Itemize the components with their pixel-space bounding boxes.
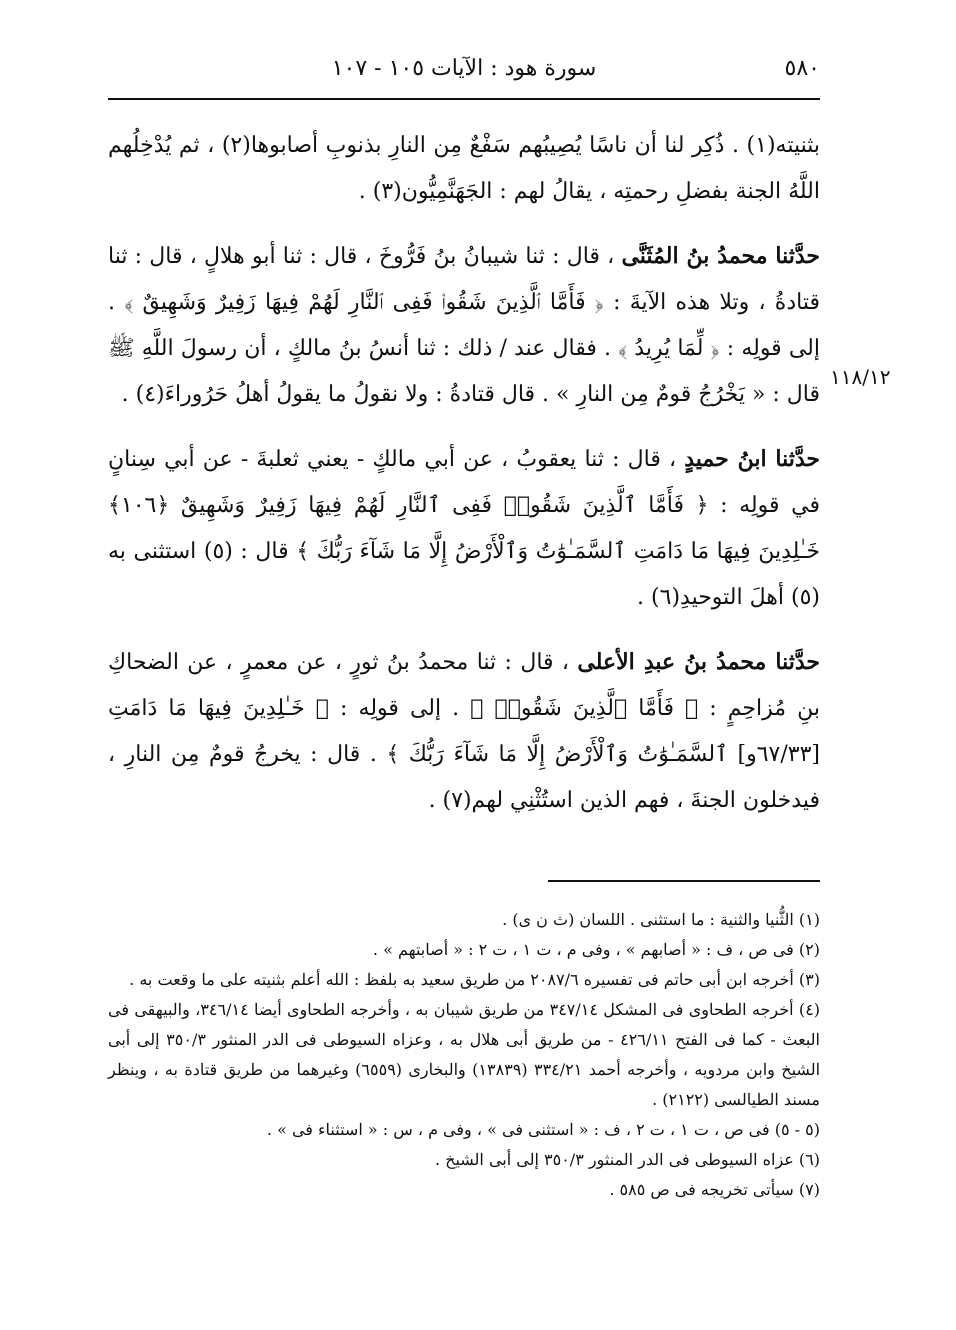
page-header — [108, 50, 820, 90]
footnote: (٣) أخرجه ابن أبى حاتم فى تفسيره ٢٠٨٧/٦ من طريق سعيد به بلفظ : الله أعلم بثنيته على ما وقعت به . — [129, 970, 820, 989]
running-title: سورة هود : الآيات ١٠٥ - ١٠٧ — [331, 56, 597, 81]
main-text — [108, 122, 820, 842]
paragraph — [108, 436, 820, 621]
header-rule — [108, 98, 820, 100]
paragraph — [108, 639, 820, 824]
paragraph-lead: حدَّثنا ابنُ حميدٍ — [684, 446, 820, 472]
footnote: (٦) عزاه السيوطى فى الدر المنثور ٣٥٠/٣ إلى أبى الشيخ . — [434, 1150, 820, 1169]
paragraph-text: ، قال : ثنا محمدُ بنُ ثورٍ ، عن معمرٍ ، عن الضحاكِ بنِ مُزاحِمٍ : ﴿ فَأَمَّا ٱلَّذِينَ شَقُوا۟ ﴾ . إلى قولِه : ﴿ خَـٰلِدِينَ فِيهَا مَا دَامَتِ [٦٧/٣٣و] ٱلسَّمَـٰوَٰتُ وَٱلْأَرْضُ إِلَّا مَا شَآءَ رَبُّكَ ﴾ . قال : يخرجُ قومٌ مِن النارِ ، فيدخلون الجنةَ ، فهم الذين استُثْنِي لهم(٧) . — [108, 650, 821, 813]
margin-reference: ١١٨/١٢ — [830, 365, 891, 389]
paragraph-text: بثنيته(١) . ذُكِر لنا أن ناسًا يُصِيبُهم سَفْعٌ مِن النارِ بذنوبِ أصابوها(٢) ، ثم يُدْخِلُهم اللَّهُ الجنة بفضلِ رحمتِه ، يقالُ لهم : الجَهَنَّمِيُّون(٣) . — [108, 133, 820, 204]
paragraph-text: ، قال : ثنا يعقوبُ ، عن أبي مالكٍ - يعني ثعلبةَ - عن أبي سِنانٍ في قولِه : ﴿ فَأَمَّا ٱلَّذِينَ شَقُوا۟ فَفِى ٱلنَّارِ لَهُمْ فِيهَا زَفِيرٌ وَشَهِيقٌ ﴿١٠٦﴾ خَـٰلِدِينَ فِيهَا مَا دَامَتِ ٱلسَّمَـٰوَٰتُ وَٱلْأَرْضُ إِلَّا مَا شَآءَ رَبُّكَ ﴾ قال : (٥) استثنى به (٥) أهلَ التوحيدِ(٦) . — [108, 447, 820, 610]
paragraph-lead: حدَّثنا محمدُ بنُ عبدِ الأعلى — [577, 649, 820, 675]
paragraph-text: ، قال : ثنا شيبانُ بنُ فَرُّوخَ ، قال : ثنا أبو هلالٍ ، قال : ثنا قتادةُ ، وتلا هذه الآيةَ : ﴿ فَأَمَّا ٱلَّذِينَ شَقُوا۟ فَفِى ٱلنَّارِ لَهُمْ فِيهَا زَفِيرٌ وَشَهِيقٌ ﴾ . إلى قولِه : ﴿ لِّمَا يُرِيدُ ﴾ . فقال عند / ذلك : ثنا أنسُ بنُ مالكٍ ، أن رسولَ اللَّهِ ﷺ قال : « يَخْرُجُ قومٌ مِن النارِ » . قال قتادةُ : ولا نقولُ ما يقولُ أهلُ حَرُوراءَ(٤) . — [108, 244, 820, 407]
footnote: (٥ - ٥) فى ص ، ت ١ ، ت ٢ ، ف : « استثنى فى » ، وفى م ، س : « استثناء فى » . — [266, 1120, 820, 1139]
footnote: (٧) سيأتى تخريجه فى ص ٥٨٥ . — [609, 1180, 820, 1199]
footnote: (٤) أخرجه الطحاوى فى المشكل ٣٤٧/١٤ من طريق شيبان به ، وأخرجه الطحاوى أيضا ٣٤٦/١٤، والبيهقى فى البعث - كما فى الفتح ٤٢٦/١١ - من طريق أبى هلال به ، وعزاه السيوطى فى الدر المنثور ٣٥٠/٣ إلى أبى الشيخ وابن مردويه ، وأخرجه أحمد ٣٣٤/٢١ (١٣٨٣٩) والبخارى (٦٥٥٩) وغيرهما من طريق قتادة به ، وينظر مسند الطيالسى (٢١٢٢) . — [108, 1000, 821, 1109]
paragraph — [108, 233, 820, 418]
footnote: (١) الثُّنيا والثنية : ما استثنى . اللسان (ث ن ى) . — [502, 910, 820, 929]
paragraph — [108, 122, 820, 215]
footnote-rule — [548, 880, 820, 882]
page-number: ٥٨٠ — [784, 56, 820, 81]
footnotes — [108, 905, 820, 1205]
paragraph-lead: حدَّثنا محمدُ بنُ المُثَنَّى — [621, 243, 820, 269]
footnote: (٢) فى ص ، ف : « أصابهم » ، وفى م ، ت ١ ، ت ٢ : « أصابتهم » . — [372, 940, 820, 959]
